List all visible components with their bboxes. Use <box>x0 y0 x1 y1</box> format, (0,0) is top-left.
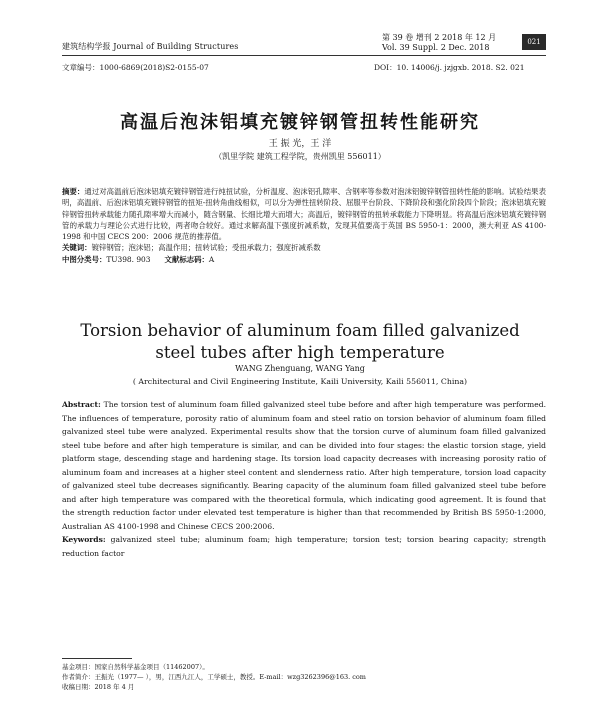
journal-name: 建筑结构学报 Journal of Building Structures <box>62 42 239 51</box>
chinese-title: 高温后泡沫铝填充镀锌钢管扭转性能研究 <box>120 112 480 133</box>
page-number-badge: 021 <box>522 34 546 50</box>
article-number: 文章编号：1000-6869(2018)S2-0155-07 <box>62 63 209 72</box>
abstract-line: 性能的影响。试验结果表明，高温前、后泡沫铝填充镀锌钢管的扭矩-扭转角曲线相似，可以分为弹性扭转阶段、屈服平台阶 <box>62 187 546 208</box>
english-title-line: Torsion behavior of aluminum foam filled galvanized <box>80 321 520 340</box>
issue-line-chinese: 第 39 卷 增刊 2 2018 年 12 月 <box>382 33 497 42</box>
abstract-line: 合较好。通过求解高温下强度折减系数，发现其值要高于英国 BS 5950-1：2000，澳大利亚 AS 4100-1998 和中国 CECS 200： <box>62 220 546 242</box>
issue-line-english: Vol. 39 Suppl. 2 Dec. 2018 <box>382 43 490 52</box>
english-title-line: steel tubes after high temperature <box>155 343 445 362</box>
footnote <box>62 662 366 692</box>
chinese-keywords-text: 镀锌钢管；泡沫铝；高温作用；扭转试验；受扭承载力；强度折减系数 <box>91 243 321 253</box>
chinese-authors: 王 振 光，王 洋 <box>268 139 332 149</box>
classification <box>62 254 546 265</box>
english-abstract-block <box>62 398 546 560</box>
abstract-line: 2006 规范的推荐值。 <box>153 232 227 242</box>
received-date: 收稿日期：2018 年 4 月 <box>62 683 135 691</box>
chinese-abstract-label: 摘要： <box>62 187 85 196</box>
header-rule <box>62 55 546 56</box>
chinese-affiliation: （凯里学院 建筑工程学院，贵州凯里 556011） <box>214 152 386 161</box>
author-bio: 作者简介：王振光（1977— ），男，江西九江人，工学硕士，教授。E-mail：wzg3262396@163. com <box>62 673 366 681</box>
funding-note: 基金项目：国家自然科学基金项目（11462007）。 <box>62 663 209 671</box>
doccode-value: A <box>208 254 215 264</box>
english-authors: WANG Zhenguang, WANG Yang <box>235 364 365 373</box>
english-affiliation: ( Architectural and Civil Engineering Institute, Kaili University, Kaili 556011, China) <box>132 377 468 386</box>
english-keywords <box>62 533 546 560</box>
footnote-rule <box>62 658 132 659</box>
clc-value: TU398. 903 <box>106 254 151 264</box>
english-keywords-text: galvanized steel tube; aluminum foam; high temperature; torsion test; torsion bearing capacity; strength reduction factor <box>62 535 546 558</box>
chinese-keywords <box>62 242 546 253</box>
chinese-keywords-label: 关键词： <box>62 243 92 253</box>
english-abstract <box>62 398 546 533</box>
english-abstract-text: The torsion test of aluminum foam filled galvanized steel tube before and after high temperature was performed. The influences of temperature, porosity ratio of aluminum foam and steel ratio on torsion behavior of aluminum foam filled galvanized steel tube were analyzed. Experimental results show that the torsion curve of aluminum foam filled galvanized steel tube before and after high temperature is similar, and can be divided into four stages: the elastic torsion stage, yield platform stage, descending stage and hardening stage. Its torsion load capacity decreases with increasing porosity ratio of aluminum foam and increases at a higher steel content and slenderness ratio. After high temperature, torsion load capacity of galvanized steel tube decreases significantly. Bearing capacity of the aluminum foam filled galvanized steel tube before and after high temperature was compared with the theoretical formula, which indicating good agreement. It is found that the strength reduction factor under elevated test temperature is higher than that recommended by British BS 5950-1:2000, Australian AS 4100-1998 and Chinese CECS 200:2006. <box>62 400 547 531</box>
abstract-line: 通过对高温前后泡沫铝填充镀锌钢管进行纯扭试验，分析温度、泡沫铝孔隙率、含钢率等参数对泡沫铝镀锌钢管扭转 <box>84 187 465 196</box>
abstract-line: 大；高温后，镀锌钢管的扭转承载能力下降明显。将高温后泡沫铝填充镀锌钢管的承载力与理论公式进行比较，两者吻 <box>62 209 546 230</box>
english-keywords-label: Keywords: <box>62 535 106 544</box>
chinese-abstract <box>62 186 546 242</box>
doccode-label: 文献标志码： <box>164 254 209 264</box>
abstract-line: 段、下降阶段和强化阶段四个阶段；泡沫铝填充镀锌钢管扭转承载能力随孔隙率增大而减小，随含钢量、长细比增大而增 <box>62 198 546 219</box>
doi: DOI：10. 14006/j. jzjgxb. 2018. S2. 021 <box>374 63 525 72</box>
english-abstract-label: Abstract: <box>62 400 101 409</box>
clc-label: 中图分类号： <box>62 254 107 264</box>
chinese-abstract-block <box>62 186 546 265</box>
english-title <box>0 320 600 364</box>
issue-info <box>382 33 496 53</box>
